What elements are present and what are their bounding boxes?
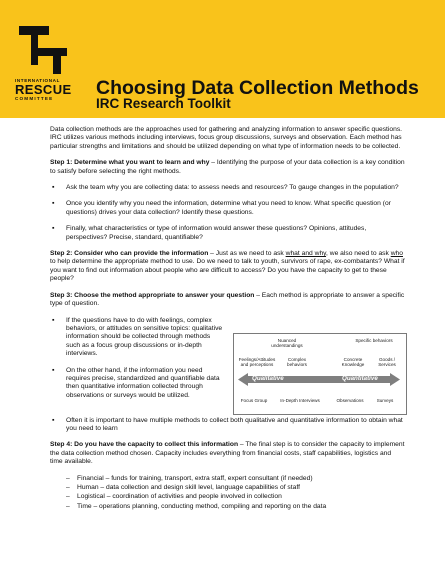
methods-spectrum-diagram — [233, 333, 407, 415]
header-banner — [0, 0, 445, 118]
diagram-label-complex: Complex behaviors — [287, 356, 307, 367]
diagram-label-quantitative: Quantitative — [342, 374, 378, 382]
logo-line-rescue: RESCUE — [15, 82, 72, 97]
page-title: Choosing Data Collection Methods — [96, 77, 419, 99]
document-body — [50, 126, 405, 512]
list-item: ▪ Ask the team why you are collecting data: to assess needs and resources? To gauge changes in the population? — [50, 184, 405, 192]
logo-line-international: INTERNATIONAL — [15, 78, 60, 83]
irc-logo-icon — [19, 26, 67, 74]
step2-heading: Step 2: Consider who can provide the information — [50, 250, 209, 258]
list-item: – Human – data collection and design skill level, language capabilities of staff — [66, 484, 405, 492]
diagram-label-goods: Goods / Services — [378, 356, 396, 367]
step4-text: – The final step is to consider the capacity to implement the data collection method chosen. Capacity includes everything from financial costs, staff capabilities, logistics and time available. — [50, 441, 405, 466]
step4-heading: Step 4: Do you have the capacity to collect this information — [50, 441, 239, 449]
step2-text-c: to help determine the appropriate method to use. Do we need to talk to youth, survivors of rape, ex-combatants? What if you want to find out information about people who are difficult to access? Do you have the capacity to get to these people? — [50, 258, 405, 283]
list-item: ▪ Once you identify why you need the information, determine what you need to know. What specific question (or questions) drives your data collection? Identify these questions. — [50, 200, 405, 217]
step3-bullets-continued — [50, 417, 405, 434]
diagram-label-qualitative: Qualitative — [252, 374, 284, 382]
step1-text: – Identifying the purpose of your data collection is a key condition to satisfy before selecting the right methods. — [50, 159, 405, 175]
diagram-label-indepth: In-Depth Interviews — [280, 397, 320, 403]
step4-paragraph — [50, 441, 405, 466]
diagram-label-concrete: Concrete Knowledge — [341, 356, 365, 367]
step4-capacity-list — [66, 475, 405, 512]
diagram-label-specific: Specific behaviors — [355, 337, 393, 343]
step3-paragraph — [50, 292, 405, 309]
list-item: – Financial – funds for training, transport, extra staff, expert consultant (if needed) — [66, 475, 405, 483]
methods-section — [50, 317, 405, 417]
list-item: – Time – operations planning, conducting method, compiling and reporting on the data — [66, 503, 405, 511]
diagram-label-focus-group: Focus Group — [240, 397, 268, 403]
logo-line-committee: COMMITTEE — [15, 96, 54, 101]
step2-underline-who: who — [390, 250, 403, 258]
irc-logo — [15, 26, 75, 101]
page-subtitle: IRC Research Toolkit — [96, 96, 231, 111]
list-item: ▪ If the questions have to do with feelings, complex behaviors, or attitudes on sensitive topics: qualitative information should be collected through methods such as a focus group discussions or in-depth interviews. — [50, 317, 225, 359]
diagram-label-nuanced: Nuanced understandings — [271, 337, 303, 348]
list-item: – Logistical – coordination of activities and people involved in collection — [66, 493, 405, 501]
intro-paragraph: Data collection methods are the approaches used for gathering and analyzing information to answer specific questions. IRC utilizes various methods including interviews, focus group discussions, surveys and observation. Each method has particular strengths and limitations and should be utilized depending on what type of information needs to be collected. — [50, 126, 403, 150]
list-item: ▪ Often it is important to have multiple methods to collect both qualitative and quantitative information to obtain what you need to learn — [50, 417, 405, 434]
list-item: ▪ Finally, what characteristics or type of information would answer these questions? Opinions, attitudes, perspectives? Precise, standard, quantifiable? — [50, 225, 405, 242]
step2-underline-what-why: what and why — [285, 250, 327, 258]
step2-text-a: – Just as we need to ask — [208, 250, 286, 258]
step1-heading: Step 1: Determine what you want to learn and why — [50, 159, 210, 167]
diagram-label-feelings: Feelings/Attitudes and perceptions — [238, 356, 276, 367]
step2-text-b: , we also need to ask — [326, 250, 391, 258]
list-item: ▪ On the other hand, if the information you need requires precise, standardized and quantifiable data then quantitative information collected through observations or surveys would be utilized. — [50, 367, 225, 401]
step2-paragraph — [50, 250, 405, 284]
step3-heading: Step 3: Choose the method appropriate to answer your question — [50, 291, 255, 299]
step1-paragraph — [50, 159, 405, 176]
step1-bullets — [50, 184, 405, 242]
diagram-label-surveys: Surveys — [376, 397, 394, 403]
step3-text: – Each method is appropriate to answer a specific type of question. — [50, 291, 405, 308]
step3-bullets — [50, 317, 225, 401]
diagram-label-observations: Observations — [336, 397, 364, 403]
